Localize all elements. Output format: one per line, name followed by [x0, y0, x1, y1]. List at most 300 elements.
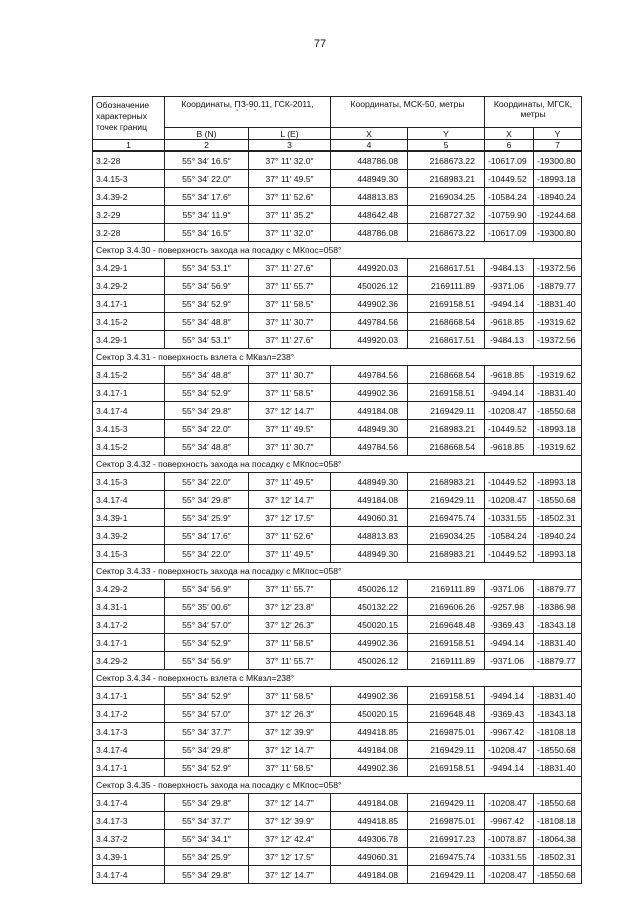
msk-x-cell: 449184.08: [331, 741, 408, 759]
table-row: [93, 687, 582, 705]
longitude-l-cell: 37° 11′ 58.5″: [249, 687, 331, 705]
msk-x-cell: 449184.08: [331, 866, 408, 884]
header-point-label-line: Обозначение: [96, 100, 150, 110]
mgsk-y-cell: -18108.18: [534, 812, 582, 830]
msk-y-cell: 2168617.51: [408, 331, 485, 349]
msk-x-cell: 448949.30: [331, 420, 408, 438]
point-id-cell: 3.4.29-1: [93, 259, 165, 277]
table-row: [93, 491, 582, 509]
point-id-cell: 3.4.29-1: [93, 331, 165, 349]
msk-x-cell: 448949.30: [331, 545, 408, 563]
point-id-cell: 3.4.17-1: [93, 295, 165, 313]
latitude-b-cell: 55° 34′ 22.0″: [165, 545, 249, 563]
latitude-b-cell: 55° 34′ 52.9″: [165, 759, 249, 777]
latitude-b-cell: 55° 34′ 52.9″: [165, 295, 249, 313]
point-id-cell: 3.4.17-4: [93, 741, 165, 759]
mgsk-y-cell: -19300.80: [534, 224, 582, 242]
msk-x-cell: 449060.31: [331, 509, 408, 527]
mgsk-x-cell: -10208.47: [485, 741, 534, 759]
mgsk-y-cell: -18550.68: [534, 741, 582, 759]
mgsk-y-cell: -18993.18: [534, 170, 582, 188]
mgsk-x-cell: -9371.06: [485, 652, 534, 670]
sector-heading-row: [93, 777, 582, 794]
msk-x-cell: 450026.12: [331, 580, 408, 598]
mgsk-y-cell: -18831.40: [534, 295, 582, 313]
table-row: [93, 580, 582, 598]
mgsk-y-cell: -18993.18: [534, 545, 582, 563]
msk-y-cell: 2169158.51: [408, 384, 485, 402]
longitude-l-cell: 37° 12′ 39.9″: [249, 812, 331, 830]
mgsk-y-cell: -18993.18: [534, 420, 582, 438]
sector-heading-row: [93, 349, 582, 366]
mgsk-x-cell: -9494.14: [485, 634, 534, 652]
table-row: [93, 866, 582, 884]
longitude-l-cell: 37° 11′ 32.0″: [249, 151, 331, 170]
mgsk-x-cell: -10331.55: [485, 848, 534, 866]
mgsk-y-cell: -19319.62: [534, 313, 582, 331]
latitude-b-cell: 55° 34′ 25.9″: [165, 509, 249, 527]
msk-y-cell: 2169429.11: [408, 866, 485, 884]
point-id-cell: 3.4.17-4: [93, 866, 165, 884]
longitude-l-cell: 37° 11′ 55.7″: [249, 652, 331, 670]
mgsk-y-cell: -18108.18: [534, 723, 582, 741]
msk-y-cell: 2168673.22: [408, 151, 485, 170]
point-id-cell: 3.4.17-4: [93, 794, 165, 812]
longitude-l-cell: 37° 11′ 30.7″: [249, 366, 331, 384]
point-id-cell: 3.4.15-3: [93, 545, 165, 563]
latitude-b-cell: 55° 34′ 17.6″: [165, 527, 249, 545]
column-number: 2: [165, 140, 249, 152]
latitude-b-cell: 55° 34′ 37.7″: [165, 723, 249, 741]
table-row: [93, 473, 582, 491]
longitude-l-cell: 37° 12′ 14.7″: [249, 794, 331, 812]
point-id-cell: 3.2-28: [93, 151, 165, 170]
point-id-cell: 3.2-29: [93, 206, 165, 224]
table-row: [93, 759, 582, 777]
msk-y-cell: 2168668.54: [408, 366, 485, 384]
table-row: [93, 652, 582, 670]
longitude-l-cell: 37° 12′ 14.7″: [249, 741, 331, 759]
mgsk-x-cell: -10449.52: [485, 473, 534, 491]
point-id-cell: 3.4.17-1: [93, 759, 165, 777]
header-sub-mgsk-x: X: [485, 128, 534, 140]
longitude-l-cell: 37° 11′ 27.6″: [249, 331, 331, 349]
msk-x-cell: 448813.83: [331, 527, 408, 545]
header-group-pz90-units: ° ′ ″: [236, 109, 259, 115]
msk-y-cell: 2169158.51: [408, 687, 485, 705]
latitude-b-cell: 55° 34′ 37.7″: [165, 812, 249, 830]
msk-y-cell: 2169034.25: [408, 527, 485, 545]
table-row: [93, 848, 582, 866]
point-id-cell: 3.4.17-1: [93, 634, 165, 652]
table-row: [93, 277, 582, 295]
msk-y-cell: 2169158.51: [408, 295, 485, 313]
point-id-cell: 3.4.29-2: [93, 277, 165, 295]
mgsk-x-cell: -9494.14: [485, 295, 534, 313]
mgsk-y-cell: -18502.31: [534, 848, 582, 866]
point-id-cell: 3.4.17-4: [93, 491, 165, 509]
table-row: [93, 170, 582, 188]
latitude-b-cell: 55° 34′ 56.9″: [165, 580, 249, 598]
mgsk-x-cell: -10584.24: [485, 527, 534, 545]
mgsk-y-cell: -19319.62: [534, 366, 582, 384]
point-id-cell: 3.4.15-2: [93, 313, 165, 331]
msk-x-cell: 449920.03: [331, 259, 408, 277]
longitude-l-cell: 37° 11′ 49.5″: [249, 545, 331, 563]
mgsk-x-cell: -10208.47: [485, 794, 534, 812]
table-row: [93, 151, 582, 170]
table-row: [93, 794, 582, 812]
sector-heading-row: [93, 456, 582, 473]
msk-y-cell: 2169034.25: [408, 188, 485, 206]
table-row: [93, 616, 582, 634]
mgsk-y-cell: -18831.40: [534, 634, 582, 652]
mgsk-x-cell: -9967.42: [485, 723, 534, 741]
table-row: [93, 598, 582, 616]
mgsk-y-cell: -18940.24: [534, 527, 582, 545]
table-row: [93, 331, 582, 349]
latitude-b-cell: 55° 34′ 22.0″: [165, 473, 249, 491]
table-row: [93, 634, 582, 652]
msk-x-cell: 450020.15: [331, 705, 408, 723]
header-group-pz90-title: Координаты, ПЗ-90.11, ГСК-2011,: [181, 99, 314, 109]
mgsk-x-cell: -10759.90: [485, 206, 534, 224]
point-id-cell: 3.4.39-1: [93, 509, 165, 527]
msk-y-cell: 2169875.01: [408, 723, 485, 741]
header-sub-mgsk-y: Y: [534, 128, 582, 140]
mgsk-y-cell: -18386.98: [534, 598, 582, 616]
mgsk-x-cell: -10449.52: [485, 545, 534, 563]
table-row: [93, 206, 582, 224]
latitude-b-cell: 55° 34′ 57.0″: [165, 705, 249, 723]
mgsk-y-cell: -18993.18: [534, 473, 582, 491]
mgsk-x-cell: -10584.24: [485, 188, 534, 206]
latitude-b-cell: 55° 34′ 17.6″: [165, 188, 249, 206]
table-row: [93, 384, 582, 402]
msk-y-cell: 2168983.21: [408, 545, 485, 563]
longitude-l-cell: 37° 12′ 42.4″: [249, 830, 331, 848]
mgsk-x-cell: -10617.09: [485, 151, 534, 170]
latitude-b-cell: 55° 34′ 16.5″: [165, 151, 249, 170]
mgsk-y-cell: -18550.68: [534, 794, 582, 812]
point-id-cell: 3.4.39-2: [93, 188, 165, 206]
header-point-label: [93, 97, 165, 140]
point-id-cell: 3.4.17-1: [93, 384, 165, 402]
latitude-b-cell: 55° 34′ 25.9″: [165, 848, 249, 866]
mgsk-y-cell: -18550.68: [534, 491, 582, 509]
longitude-l-cell: 37° 11′ 27.6″: [249, 259, 331, 277]
msk-x-cell: 449902.36: [331, 384, 408, 402]
msk-y-cell: 2168673.22: [408, 224, 485, 242]
header-sub-l: L (E): [249, 128, 331, 140]
mgsk-y-cell: -18879.77: [534, 652, 582, 670]
longitude-l-cell: 37° 11′ 58.5″: [249, 759, 331, 777]
table-row: [93, 545, 582, 563]
mgsk-x-cell: -9371.06: [485, 277, 534, 295]
point-id-cell: 3.4.39-1: [93, 848, 165, 866]
table-row: [93, 313, 582, 331]
mgsk-x-cell: -9484.13: [485, 259, 534, 277]
msk-y-cell: 2169648.48: [408, 705, 485, 723]
mgsk-y-cell: -18879.77: [534, 277, 582, 295]
longitude-l-cell: 37° 11′ 49.5″: [249, 420, 331, 438]
msk-x-cell: 450020.15: [331, 616, 408, 634]
sector-heading-row: [93, 242, 582, 259]
mgsk-x-cell: -9618.85: [485, 313, 534, 331]
mgsk-y-cell: -18831.40: [534, 759, 582, 777]
msk-x-cell: 450132.22: [331, 598, 408, 616]
mgsk-y-cell: -19319.62: [534, 438, 582, 456]
longitude-l-cell: 37° 11′ 58.5″: [249, 384, 331, 402]
point-id-cell: 3.4.17-3: [93, 723, 165, 741]
mgsk-y-cell: -18550.68: [534, 402, 582, 420]
longitude-l-cell: 37° 11′ 52.6″: [249, 188, 331, 206]
table-row: [93, 705, 582, 723]
mgsk-x-cell: -10449.52: [485, 170, 534, 188]
point-id-cell: 3.4.17-1: [93, 687, 165, 705]
point-id-cell: 3.4.29-2: [93, 580, 165, 598]
longitude-l-cell: 37° 11′ 49.5″: [249, 170, 331, 188]
longitude-l-cell: 37° 11′ 58.5″: [249, 634, 331, 652]
point-id-cell: 3.4.17-2: [93, 616, 165, 634]
msk-y-cell: 2169606.26: [408, 598, 485, 616]
table-row: [93, 295, 582, 313]
longitude-l-cell: 37° 12′ 23.8″: [249, 598, 331, 616]
msk-x-cell: 449902.36: [331, 759, 408, 777]
header-group-mgsk: Координаты, МГСК, метры: [485, 97, 582, 128]
msk-x-cell: 449184.08: [331, 491, 408, 509]
table-body: [93, 151, 582, 884]
header-sub-b: B (N): [165, 128, 249, 140]
sector-heading: Сектор 3.4.35 - поверхность захода на посадку с МКпос=058°: [93, 777, 582, 794]
table-row: [93, 366, 582, 384]
latitude-b-cell: 55° 34′ 11.9″: [165, 206, 249, 224]
msk-y-cell: 2168617.51: [408, 259, 485, 277]
point-id-cell: 3.4.31-1: [93, 598, 165, 616]
msk-y-cell: 2169475.74: [408, 848, 485, 866]
msk-y-cell: 2168983.21: [408, 420, 485, 438]
mgsk-x-cell: -10449.52: [485, 420, 534, 438]
msk-x-cell: 450026.12: [331, 277, 408, 295]
mgsk-x-cell: -10078.87: [485, 830, 534, 848]
msk-x-cell: 449784.56: [331, 313, 408, 331]
msk-x-cell: 448813.83: [331, 188, 408, 206]
msk-y-cell: 2169648.48: [408, 616, 485, 634]
header-sub-msk-y: Y: [408, 128, 485, 140]
latitude-b-cell: 55° 34′ 34.1″: [165, 830, 249, 848]
msk-x-cell: 449184.08: [331, 402, 408, 420]
longitude-l-cell: 37° 12′ 14.7″: [249, 491, 331, 509]
msk-y-cell: 2169475.74: [408, 509, 485, 527]
msk-x-cell: 448786.08: [331, 151, 408, 170]
table-row: [93, 402, 582, 420]
msk-y-cell: 2169158.51: [408, 634, 485, 652]
msk-x-cell: 448949.30: [331, 170, 408, 188]
mgsk-y-cell: -18064.38: [534, 830, 582, 848]
header-point-label-line: точек границ: [96, 122, 147, 132]
sector-heading: Сектор 3.4.34 - поверхность взлета с МКвзл=238°: [93, 670, 582, 687]
table-row: [93, 741, 582, 759]
mgsk-x-cell: -9494.14: [485, 384, 534, 402]
header-group-msk50: Координаты, МСК-50, метры: [331, 97, 485, 128]
msk-x-cell: 448786.08: [331, 224, 408, 242]
latitude-b-cell: 55° 34′ 22.0″: [165, 170, 249, 188]
latitude-b-cell: 55° 34′ 53.1″: [165, 259, 249, 277]
mgsk-x-cell: -10617.09: [485, 224, 534, 242]
mgsk-y-cell: -19244.68: [534, 206, 582, 224]
longitude-l-cell: 37° 12′ 26.3″: [249, 616, 331, 634]
longitude-l-cell: 37° 12′ 39.9″: [249, 723, 331, 741]
column-number: 4: [331, 140, 408, 152]
point-id-cell: 3.4.39-2: [93, 527, 165, 545]
mgsk-y-cell: -18879.77: [534, 580, 582, 598]
mgsk-y-cell: -18550.68: [534, 866, 582, 884]
latitude-b-cell: 55° 34′ 16.5″: [165, 224, 249, 242]
table-row: [93, 420, 582, 438]
header-sub-msk-x: X: [331, 128, 408, 140]
latitude-b-cell: 55° 34′ 57.0″: [165, 616, 249, 634]
longitude-l-cell: 37° 11′ 30.7″: [249, 313, 331, 331]
longitude-l-cell: 37° 11′ 58.5″: [249, 295, 331, 313]
mgsk-x-cell: -10208.47: [485, 491, 534, 509]
longitude-l-cell: 37° 11′ 35.2″: [249, 206, 331, 224]
mgsk-y-cell: -18343.18: [534, 705, 582, 723]
mgsk-x-cell: -10331.55: [485, 509, 534, 527]
page-number: 77: [313, 38, 327, 50]
point-id-cell: 3.4.15-2: [93, 438, 165, 456]
longitude-l-cell: 37° 12′ 14.7″: [249, 866, 331, 884]
sector-heading-row: [93, 563, 582, 580]
point-id-cell: 3.4.17-4: [93, 402, 165, 420]
mgsk-y-cell: -19372.56: [534, 331, 582, 349]
latitude-b-cell: 55° 34′ 29.8″: [165, 741, 249, 759]
column-number: 1: [93, 140, 165, 152]
latitude-b-cell: 55° 34′ 56.9″: [165, 277, 249, 295]
longitude-l-cell: 37° 11′ 30.7″: [249, 438, 331, 456]
longitude-l-cell: 37° 12′ 14.7″: [249, 402, 331, 420]
latitude-b-cell: 55° 34′ 29.8″: [165, 794, 249, 812]
longitude-l-cell: 37° 11′ 55.7″: [249, 580, 331, 598]
table-row: [93, 509, 582, 527]
sector-heading: Сектор 3.4.30 - поверхность захода на посадку с МКпос=058°: [93, 242, 582, 259]
msk-y-cell: 2168727.32: [408, 206, 485, 224]
msk-x-cell: 449060.31: [331, 848, 408, 866]
column-number: 5: [408, 140, 485, 152]
mgsk-x-cell: -9618.85: [485, 438, 534, 456]
msk-x-cell: 450026.12: [331, 652, 408, 670]
mgsk-x-cell: -9257.98: [485, 598, 534, 616]
table-row: [93, 224, 582, 242]
sector-heading: Сектор 3.4.33 - поверхность захода на посадку с МКпос=058°: [93, 563, 582, 580]
msk-y-cell: 2169429.11: [408, 491, 485, 509]
longitude-l-cell: 37° 12′ 26.3″: [249, 705, 331, 723]
mgsk-x-cell: -9371.06: [485, 580, 534, 598]
column-number: 3: [249, 140, 331, 152]
latitude-b-cell: 55° 34′ 52.9″: [165, 384, 249, 402]
point-id-cell: 3.4.37-2: [93, 830, 165, 848]
latitude-b-cell: 55° 34′ 52.9″: [165, 687, 249, 705]
msk-y-cell: 2169429.11: [408, 402, 485, 420]
latitude-b-cell: 55° 34′ 29.8″: [165, 491, 249, 509]
msk-y-cell: 2169875.01: [408, 812, 485, 830]
latitude-b-cell: 55° 34′ 53.1″: [165, 331, 249, 349]
coordinates-table: [92, 96, 582, 884]
msk-y-cell: 2169111.89: [408, 277, 485, 295]
mgsk-y-cell: -18502.31: [534, 509, 582, 527]
latitude-b-cell: 55° 34′ 56.9″: [165, 652, 249, 670]
point-id-cell: 3.4.17-2: [93, 705, 165, 723]
table-row: [93, 723, 582, 741]
mgsk-x-cell: -9967.42: [485, 812, 534, 830]
mgsk-y-cell: -18831.40: [534, 687, 582, 705]
mgsk-x-cell: -9494.14: [485, 687, 534, 705]
table-row: [93, 812, 582, 830]
latitude-b-cell: 55° 34′ 52.9″: [165, 634, 249, 652]
msk-y-cell: 2169111.89: [408, 580, 485, 598]
msk-y-cell: 2169917.23: [408, 830, 485, 848]
longitude-l-cell: 37° 11′ 52.6″: [249, 527, 331, 545]
mgsk-x-cell: -9494.14: [485, 759, 534, 777]
latitude-b-cell: 55° 34′ 48.8″: [165, 313, 249, 331]
msk-y-cell: 2168668.54: [408, 438, 485, 456]
point-id-cell: 3.2-28: [93, 224, 165, 242]
mgsk-x-cell: -9484.13: [485, 331, 534, 349]
point-id-cell: 3.4.29-2: [93, 652, 165, 670]
msk-x-cell: 449784.56: [331, 438, 408, 456]
header-point-label-line: характерных: [96, 111, 148, 121]
point-id-cell: 3.4.15-3: [93, 473, 165, 491]
msk-x-cell: 449902.36: [331, 687, 408, 705]
msk-x-cell: 449920.03: [331, 331, 408, 349]
header-group-pz90: [165, 97, 331, 128]
longitude-l-cell: 37° 12′ 17.5″: [249, 509, 331, 527]
msk-y-cell: 2168983.21: [408, 473, 485, 491]
latitude-b-cell: 55° 34′ 29.8″: [165, 402, 249, 420]
msk-x-cell: 448642.48: [331, 206, 408, 224]
latitude-b-cell: 55° 34′ 48.8″: [165, 366, 249, 384]
latitude-b-cell: 55° 34′ 29.8″: [165, 866, 249, 884]
sector-heading: Сектор 3.4.31 - поверхность взлета с МКвзл=238°: [93, 349, 582, 366]
msk-x-cell: 449784.56: [331, 366, 408, 384]
msk-y-cell: 2169111.89: [408, 652, 485, 670]
table-row: [93, 259, 582, 277]
latitude-b-cell: 55° 34′ 48.8″: [165, 438, 249, 456]
mgsk-y-cell: -18940.24: [534, 188, 582, 206]
msk-y-cell: 2169429.11: [408, 794, 485, 812]
longitude-l-cell: 37° 11′ 49.5″: [249, 473, 331, 491]
mgsk-y-cell: -19300.80: [534, 151, 582, 170]
msk-x-cell: 449418.85: [331, 812, 408, 830]
msk-x-cell: 449184.08: [331, 794, 408, 812]
column-number: 7: [534, 140, 582, 152]
msk-y-cell: 2169429.11: [408, 741, 485, 759]
latitude-b-cell: 55° 34′ 22.0″: [165, 420, 249, 438]
column-number: 6: [485, 140, 534, 152]
longitude-l-cell: 37° 11′ 32.0″: [249, 224, 331, 242]
msk-x-cell: 449902.36: [331, 295, 408, 313]
msk-x-cell: 449902.36: [331, 634, 408, 652]
mgsk-x-cell: -10208.47: [485, 402, 534, 420]
mgsk-y-cell: -18831.40: [534, 384, 582, 402]
point-id-cell: 3.4.15-3: [93, 420, 165, 438]
point-id-cell: 3.4.15-2: [93, 366, 165, 384]
table-row: [93, 188, 582, 206]
sector-heading-row: [93, 670, 582, 687]
msk-y-cell: 2168983.21: [408, 170, 485, 188]
msk-x-cell: 449418.85: [331, 723, 408, 741]
longitude-l-cell: 37° 12′ 17.5″: [249, 848, 331, 866]
longitude-l-cell: 37° 11′ 55.7″: [249, 277, 331, 295]
